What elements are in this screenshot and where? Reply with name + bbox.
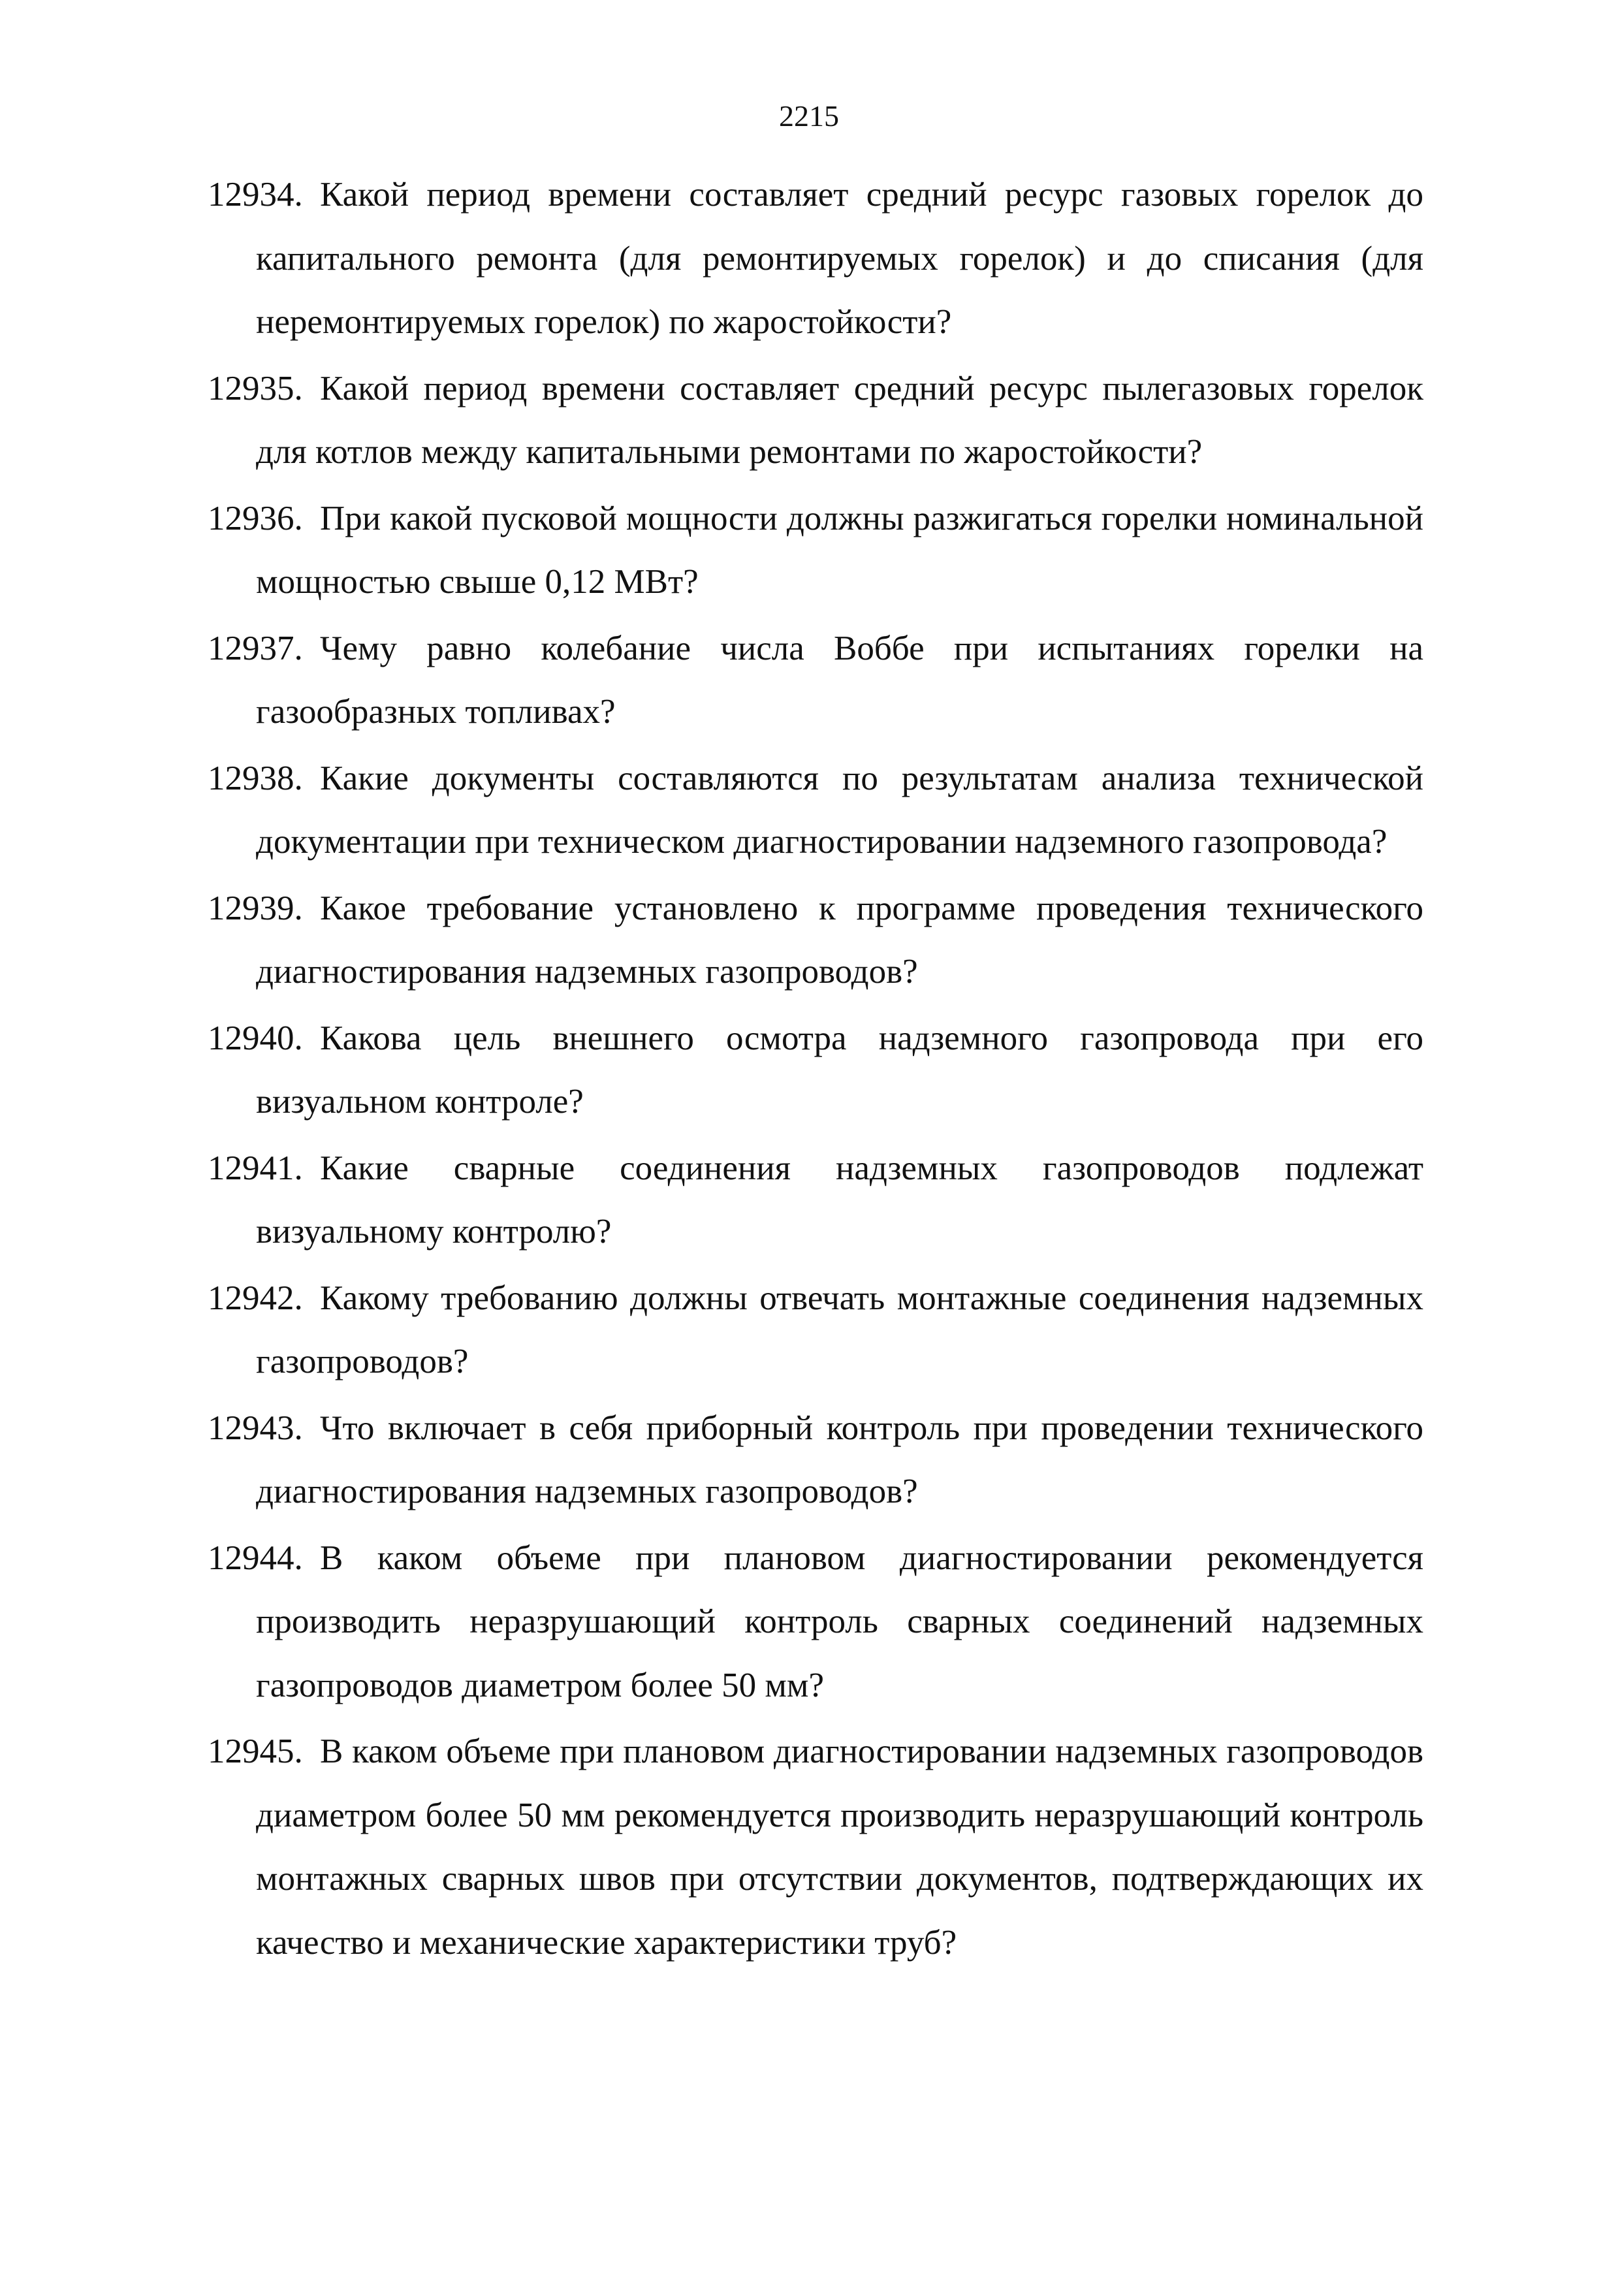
question-item [208,617,1423,744]
question-text: Какие сварные соединения надземных газопроводов подлежат визуальному контролю? [256,1149,1423,1251]
question-text: В каком объеме при плановом диагностировании рекомендуется производить неразрушающий контроль сварных соединений надземных газопроводов диаметром более 50 мм? [256,1539,1423,1704]
question-line [208,487,1423,614]
question-text: При какой пусковой мощности должны разжигаться горелки номинальной мощностью свыше 0,12 МВт? [256,499,1423,601]
question-number: 12943. [208,1409,303,1447]
question-number: 12942. [208,1279,303,1317]
question-line [208,1267,1423,1394]
question-text: Какой период времени составляет средний ресурс газовых горелок до капитального ремонта (для ремонтируемых горелок) и до списания (для неремонтируемых горелок) по жаростойкости? [256,176,1423,341]
question-item [208,1397,1423,1524]
question-item [208,1720,1423,1975]
question-item [208,1267,1423,1394]
question-number: 12945. [208,1732,303,1770]
question-line [208,163,1423,355]
question-text: Какое требование установлено к программе проведения технического диагностирования надземных газопроводов? [256,889,1423,991]
question-item [208,357,1423,485]
question-text: Какому требованию должны отвечать монтажные соединения надземных газопроводов? [256,1279,1423,1380]
question-item [208,163,1423,355]
question-text: Какой период времени составляет средний ресурс пылегазовых горелок для котлов между капитальными ремонтами по жаростойкости? [256,369,1423,471]
question-text: Чему равно колебание числа Воббе при испытаниях горелки на газообразных топливах? [256,629,1423,731]
question-line [208,877,1423,1004]
question-number: 12941. [208,1149,303,1187]
question-number: 12935. [208,369,303,407]
question-item [208,747,1423,874]
question-number: 12939. [208,889,303,927]
question-line [208,1720,1423,1975]
question-line [208,1527,1423,1718]
question-line [208,1007,1423,1134]
question-line [208,1137,1423,1264]
question-text: Какова цель внешнего осмотра надземного газопровода при его визуальном контроле? [256,1019,1423,1121]
page-number: 2215 [779,99,839,133]
question-number: 12934. [208,176,303,214]
question-number: 12937. [208,629,303,667]
question-line [208,747,1423,874]
question-number: 12944. [208,1539,303,1577]
question-item [208,1137,1423,1264]
question-line [208,617,1423,744]
question-item [208,877,1423,1004]
question-text: Какие документы составляются по результатам анализа технической документации при техническом диагностировании надземного газопровода? [256,759,1423,861]
question-line [208,357,1423,485]
question-item [208,1007,1423,1134]
question-number: 12936. [208,499,303,537]
question-list [208,163,1423,1977]
question-item [208,487,1423,614]
question-item [208,1527,1423,1718]
question-line [208,1397,1423,1524]
question-number: 12940. [208,1019,303,1057]
question-text: Что включает в себя приборный контроль при проведении технического диагностирования надземных газопроводов? [256,1409,1423,1510]
question-number: 12938. [208,759,303,797]
question-text: В каком объеме при плановом диагностировании надземных газопроводов диаметром более 50 мм рекомендуется производить неразрушающий контроль монтажных сварных швов при отсутствии документов, подтверждающих их качество и механические характеристики труб? [256,1732,1423,1962]
